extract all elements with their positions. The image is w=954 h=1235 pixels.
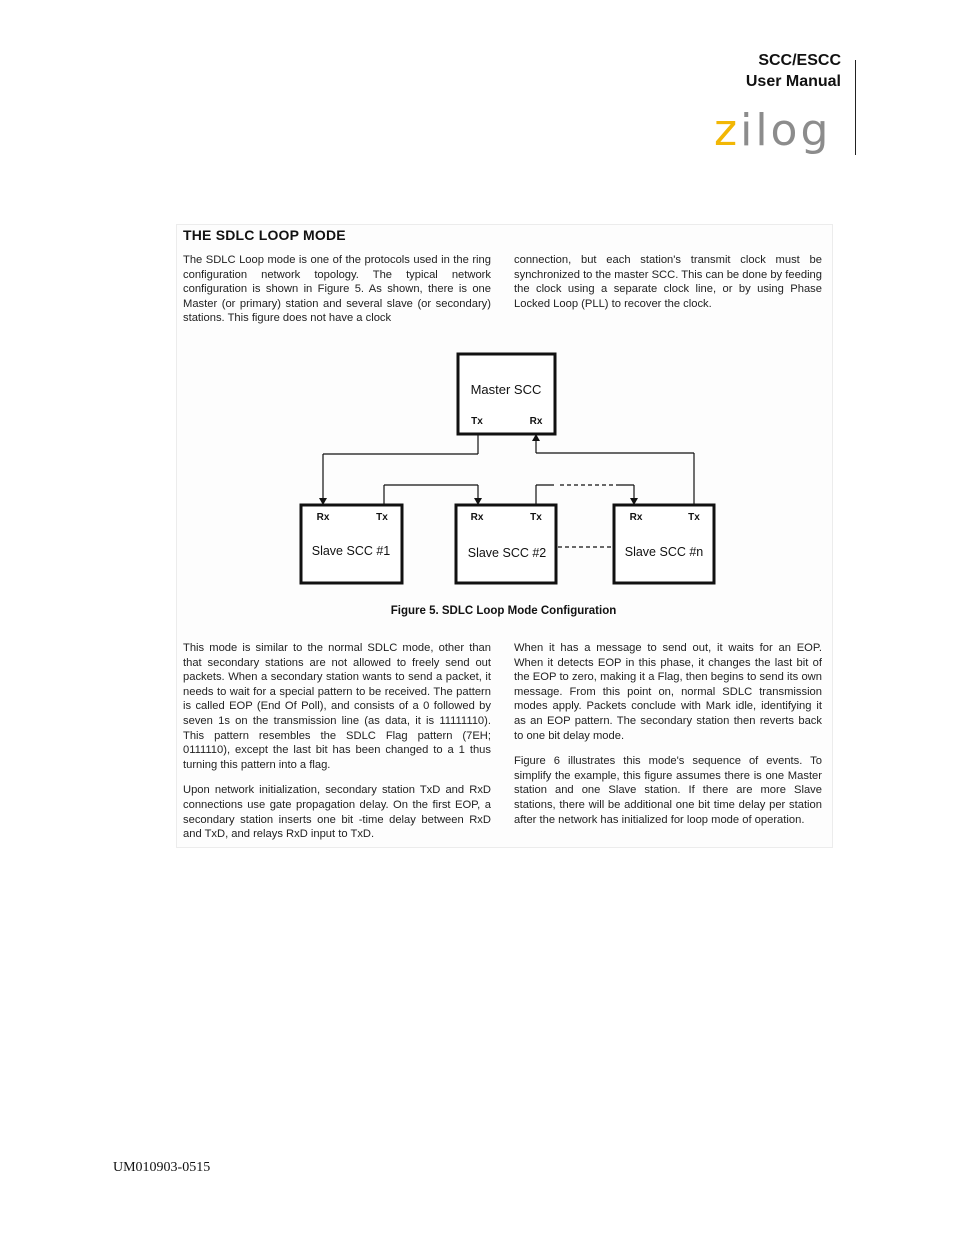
body-right-column <box>514 641 822 838</box>
intro-right-column <box>514 253 822 322</box>
body-left-column <box>183 641 491 853</box>
body-right-paragraph-1: When it has a message to send out, it waits for an EOP. When it detects EOP in this phase, it changes the last bit of the EOP to zero, making it a Flag, then begins to send its own message. From this point on, normal SDLC transmission modes apply. Packets conclude with Mark idle, identifying it as an EOP pattern. The secondary station then reverts back to one bit delay mode. <box>514 642 822 742</box>
header-product-title: SCC/ESCC <box>758 52 841 69</box>
zilog-logo-text: zilog <box>714 105 832 156</box>
master-rx-label: Rx <box>529 416 543 427</box>
section-title: THE SDLC LOOP MODE <box>183 227 346 243</box>
slave-1-label: Slave SCC #1 <box>311 544 391 558</box>
master-tx-label: Tx <box>471 416 483 427</box>
slave-n-label: Slave SCC #n <box>624 545 704 559</box>
zilog-logo <box>714 103 846 158</box>
intro-left-paragraph: The SDLC Loop mode is one of the protocols used in the ring configuration network topology. The typical network configuration is shown in Figure 5. As shown, there is one Master (or primary) station and several slave (or secondary) stations. This figure does not have a clock <box>183 254 491 325</box>
body-left-paragraph-2: Upon network initialization, secondary station TxD and RxD connections use gate propagation delay. On the first EOP, a secondary station inserts one bit -time delay between RxD and TxD, and relays RxD input to TxD. <box>183 784 491 841</box>
figure-caption: Figure 5. SDLC Loop Mode Configuration <box>390 605 617 617</box>
slave-1-tx-label: Tx <box>376 512 388 523</box>
body-left-paragraph-1: This mode is similar to the normal SDLC mode, other than that secondary stations are not allowed to freely send out packets. When a secondary station wants to send a packet, it needs to wait for a special pattern to be received. The pattern is called EOP (End Of Poll), and consists of a 0 followed by seven 1s on the transmission line (as data, it is 11111110). This pattern resembles the SDLC Flag pattern (7EH; 0111110), except the last bit has been changed to a 1 thus turning this pattern into a flag. <box>183 642 491 771</box>
header-manual-title: User Manual <box>745 73 841 90</box>
master-scc-label: Master SCC <box>470 382 542 397</box>
document-number: UM010903-0515 <box>113 1160 211 1175</box>
slave-2-label: Slave SCC #2 <box>467 546 547 560</box>
header-divider <box>855 60 856 155</box>
slave-2-rx-label: Rx <box>470 512 484 523</box>
slave-2-tx-label: Tx <box>530 512 542 523</box>
slave-n-tx-label: Tx <box>688 512 700 523</box>
body-right-paragraph-2: Figure 6 illustrates this mode's sequence of events. To simplify the example, this figure assumes there is one Master station and one Slave station. If there are more Slave stations, there will be additional one bit time delay per station after the network has initialized for loop mode of operation. <box>514 755 822 826</box>
intro-left-column <box>183 253 491 337</box>
intro-right-paragraph: connection, but each station's transmit clock must be synchronized to the master SCC. This can be done by feeding the clock using a separate clock line, or by using Phase Locked Loop (PLL) to recover the clock. <box>514 254 822 310</box>
sdlc-loop-diagram <box>176 340 831 600</box>
slave-1-rx-label: Rx <box>316 512 330 523</box>
slave-n-rx-label: Rx <box>629 512 643 523</box>
